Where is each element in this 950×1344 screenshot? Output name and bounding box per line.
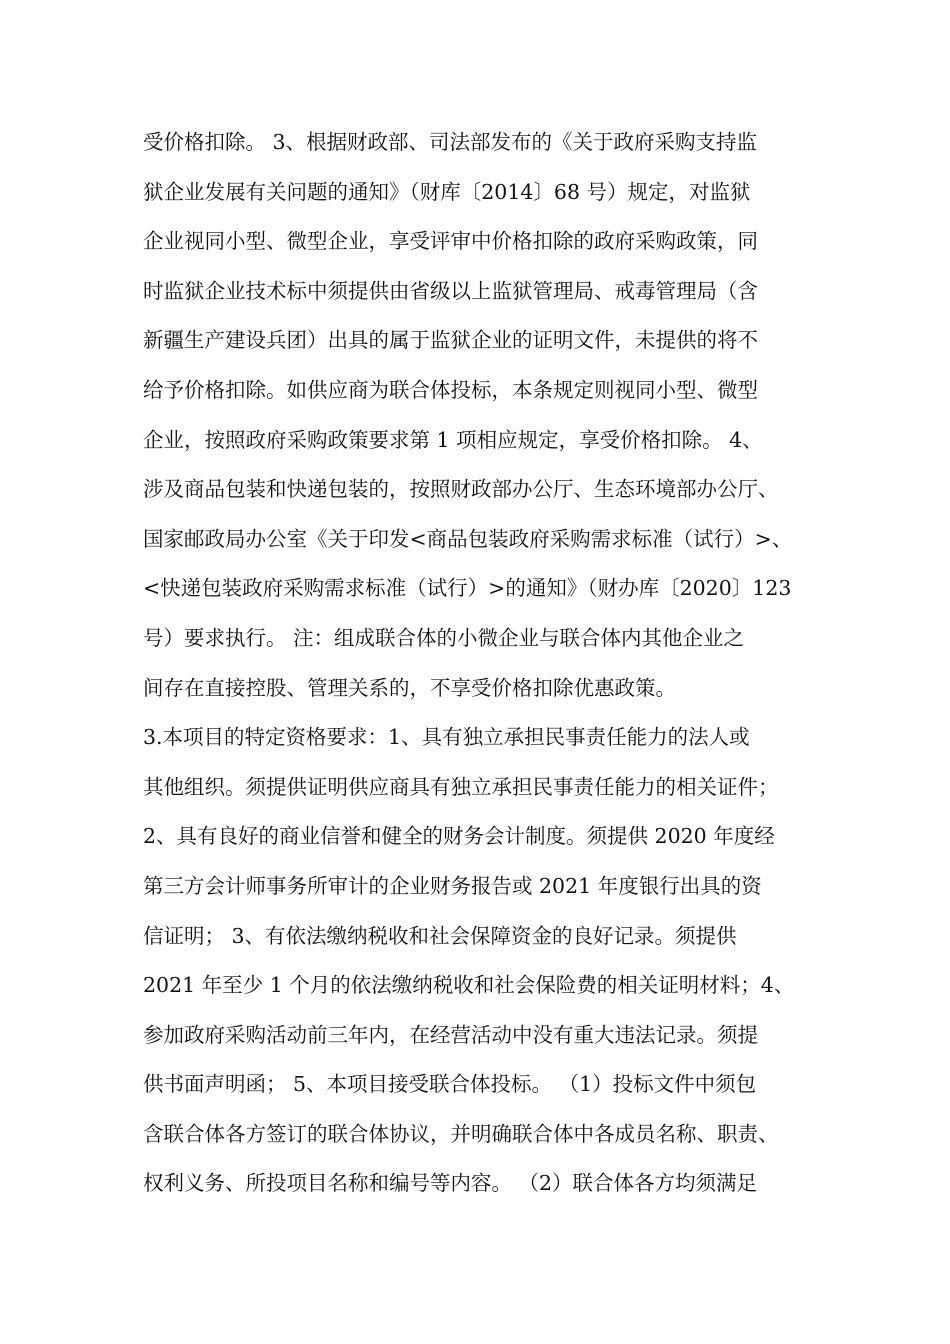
text-line: 号）要求执行。 注：组成联合体的小微企业与联合体内其他企业之: [143, 625, 745, 650]
text-line: 给予价格扣除。如供应商为联合体投标，本条规定则视同小型、微型: [143, 377, 758, 402]
text-line: 企业视同小型、微型企业，享受评审中价格扣除的政府采购政策，同: [143, 229, 758, 254]
document-body: [143, 122, 823, 1213]
text-line: 2、具有良好的商业信誉和健全的财务会计制度。须提供 2020 年度经: [143, 824, 775, 849]
text-line: 参加政府采购活动前三年内，在经营活动中没有重大违法记录。须提: [143, 1022, 758, 1047]
text-line: <快递包装政府采购需求标准（试行）>的通知》（财办库〔2020〕123: [143, 576, 792, 601]
text-line: 狱企业发展有关问题的通知》（财库〔2014〕68 号）规定，对监狱: [143, 179, 751, 204]
text-line: 涉及商品包装和快递包装的，按照财政部办公厅、生态环境部办公厅、: [143, 477, 779, 502]
text-line: 新疆生产建设兵团）出具的属于监狱企业的证明文件，未提供的将不: [143, 328, 758, 353]
text-line: 信证明； 3、有依法缴纳税收和社会保障资金的良好记录。须提供: [143, 923, 737, 948]
text-line: 3.本项目的特定资格要求：1、具有独立承担民事责任能力的法人或: [143, 725, 750, 750]
text-line: 其他组织。须提供证明供应商具有独立承担民事责任能力的相关证件；: [143, 774, 779, 799]
text-line: 企业，按照政府采购政策要求第 1 项相应规定，享受价格扣除。 4、: [143, 427, 763, 452]
text-line: 2021 年至少 1 个月的依法缴纳税收和社会保险费的相关证明材料；4、: [143, 973, 795, 998]
text-line: 含联合体各方签订的联合体协议，并明确联合体中各成员名称、职责、: [143, 1121, 779, 1146]
text-line: 时监狱企业技术标中须提供由省级以上监狱管理局、戒毒管理局（含: [143, 278, 758, 303]
text-line: 权利义务、所投项目名称和编号等内容。 （2）联合体各方均须满足: [143, 1171, 758, 1196]
text-line: 受价格扣除。 3、根据财政部、司法部发布的《关于政府采购支持监: [143, 130, 758, 154]
text-line: 第三方会计师事务所审计的企业财务报告或 2021 年度银行出具的资: [143, 873, 762, 898]
text-line: 供书面声明函； 5、本项目接受联合体投标。 （1）投标文件中须包: [143, 1072, 757, 1097]
text-line: 国家邮政局办公室《关于印发<商品包装政府采购需求标准（试行）>、: [143, 526, 793, 551]
text-line: 间存在直接控股、管理关系的，不享受价格扣除优惠政策。: [143, 675, 676, 700]
